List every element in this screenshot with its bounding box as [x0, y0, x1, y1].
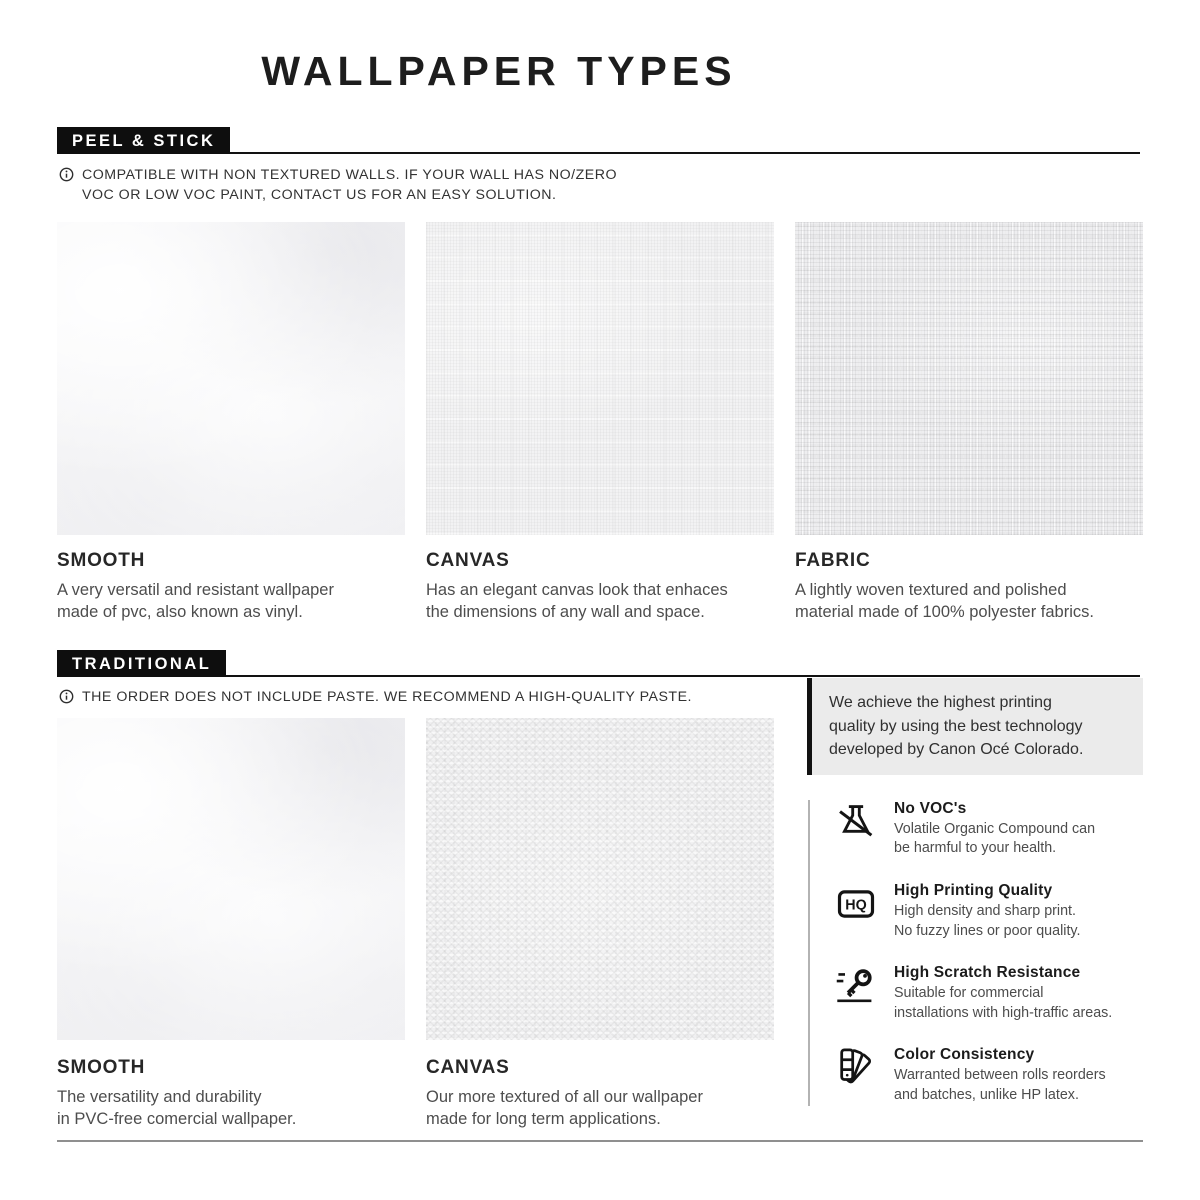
page-title: WALLPAPER TYPES [261, 48, 737, 94]
swatch-card-smooth [57, 718, 405, 1131]
swatch-description: The versatility and durability in PVC-free comercial wallpaper. [57, 1088, 297, 1128]
svg-text:HQ: HQ [845, 897, 867, 914]
note-text: THE ORDER DOES NOT INCLUDE PASTE. WE RECOMMEND A HIGH-QUALITY PASTE. [82, 689, 692, 705]
swatch-card-smooth [57, 222, 405, 624]
swatch-title: FABRIC [795, 550, 871, 571]
swatch-description: A lightly woven textured and polished material made of 100% polyester fabrics. [795, 581, 1094, 621]
info-icon [59, 689, 74, 711]
swatch-card-canvas [426, 718, 774, 1131]
info-icon [59, 167, 74, 205]
feature-no-voc [834, 800, 1143, 859]
swatch-card-canvas [426, 222, 774, 624]
swatch-card-fabric [795, 222, 1143, 624]
swatch-row-traditional [57, 718, 774, 1131]
color-swatches-icon [834, 1046, 878, 1090]
scratch-key-icon [834, 964, 878, 1008]
feature-color-consistency [834, 1046, 1143, 1105]
aside-panel [807, 678, 1143, 1106]
feature-scratch-resistance [834, 964, 1143, 1023]
feature-list [808, 800, 1143, 1106]
note-peel-stick [59, 166, 617, 205]
feature-high-printing-quality [834, 882, 1143, 941]
swatch-title: SMOOTH [57, 1057, 146, 1078]
hq-badge-icon [834, 882, 878, 926]
swatch-title: CANVAS [426, 1057, 510, 1078]
no-voc-flask-icon [834, 800, 878, 844]
feature-text: No VOC's Volatile Organic Compound can be harmful to your health. [894, 800, 1096, 857]
texture-sample-smooth [57, 718, 405, 1040]
section-header-peel-stick [57, 127, 1140, 154]
swatch-title: SMOOTH [57, 550, 146, 571]
section-header-traditional [57, 650, 1140, 677]
feature-text: High Scratch Resistance Suitable for commercial installations with high-traffic areas. [894, 964, 1113, 1021]
section-badge: PEEL & STICK [57, 127, 230, 154]
feature-text: Color Consistency Warranted between rolls reorders and batches, unlike HP latex. [894, 1046, 1106, 1103]
swatch-description: Has an elegant canvas look that enhaces the dimensions of any wall and space. [426, 581, 728, 621]
swatch-row-peel-stick [57, 222, 1143, 624]
texture-sample-canvas [426, 222, 774, 535]
texture-sample-smooth [57, 222, 405, 535]
texture-sample-fabric [795, 222, 1143, 535]
swatch-description: Our more textured of all our wallpaper made for long term applications. [426, 1088, 703, 1128]
feature-text: High Printing Quality High density and sharp print. No fuzzy lines or poor quality. [894, 882, 1081, 939]
printing-quality-quote: We achieve the highest printing quality by using the best technology developed by Canon Océ Colorado. [807, 678, 1143, 775]
swatch-description: A very versatil and resistant wallpaper made of pvc, also known as vinyl. [57, 581, 334, 621]
note-text: COMPATIBLE WITH NON TEXTURED WALLS. IF YOUR WALL HAS NO/ZERO VOC OR LOW VOC PAINT, CONTACT US FOR AN EASY SOLUTION. [82, 167, 618, 203]
section-badge: TRADITIONAL [57, 650, 226, 677]
texture-sample-canvas-coarse [426, 718, 774, 1040]
bottom-divider [57, 1140, 1143, 1142]
swatch-title: CANVAS [426, 550, 510, 571]
note-traditional [59, 688, 692, 711]
